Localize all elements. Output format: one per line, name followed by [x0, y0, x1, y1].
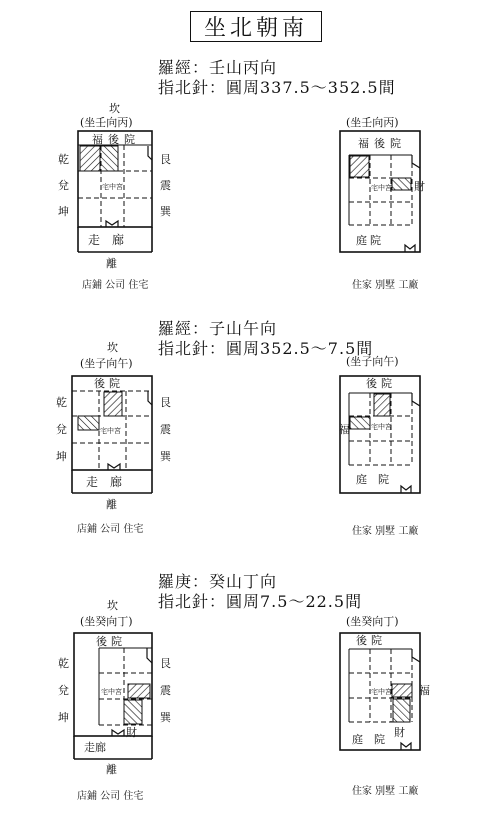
plan-3-left-west-2: 兌: [58, 684, 69, 697]
plan-1-left-east-3: 巽: [160, 205, 171, 218]
plan-1-left-sitting: (坐壬向丙): [80, 116, 133, 129]
plan-2-left-east-2: 震: [160, 423, 171, 436]
plan-1-right-caption: 住家 別墅 工廠: [352, 280, 419, 291]
page-title: 坐北朝南: [190, 11, 322, 42]
plan-3-right-front-yard: 庭 院: [352, 733, 385, 746]
plan-3-right-center: 宅中宮: [371, 688, 392, 696]
plan-2-right-caption: 住家 別墅 工廠: [352, 526, 419, 537]
plan-1-left-top-kan: 坎: [109, 102, 120, 115]
plan-1-right-sitting: (坐壬向丙): [346, 116, 399, 129]
plan-3-left-west-3: 坤: [58, 711, 69, 724]
plan-1-left-east-1: 艮: [160, 153, 171, 166]
plan-3-right-wealth: 財: [394, 726, 405, 739]
luojing-label-1: 羅經：壬山丙向: [158, 58, 278, 77]
plan-2-left-east-3: 巽: [160, 450, 171, 463]
compass-range-1: 指北針：圓周337.5～352.5間: [158, 78, 396, 97]
plan-2-right-center: 宅中宮: [371, 423, 392, 431]
plan-1-left-east-2: 震: [160, 179, 171, 192]
plan-3-left-back-yard: 後院: [96, 635, 126, 648]
plan-3-right-sitting: (坐癸向丁): [346, 615, 399, 628]
plan-3-right-caption: 住家 別墅 工廠: [352, 786, 419, 797]
plan-2-left-back-yard: 後院: [94, 377, 124, 390]
plan-3-right-fortune: 福: [419, 684, 430, 697]
plan-2-left-corridor: 走 廊: [86, 475, 123, 489]
plan-1-right-center: 宅中宮: [371, 184, 392, 192]
plan-1-left-west-1: 乾: [58, 153, 69, 166]
plan-2-left-east-1: 艮: [160, 396, 171, 409]
plan-1-left-west-2: 兌: [58, 179, 69, 192]
luojing-label-2: 羅經：子山午向: [158, 319, 278, 338]
plan-1-right-wealth: 財: [414, 180, 425, 193]
plan-3-right-back-yard: 後院: [356, 634, 386, 647]
plan-2-left-bottom-li: 離: [106, 498, 117, 511]
plan-2-right-sitting: (坐子向午): [346, 355, 399, 368]
plan-3-left-center: 宅中宮: [101, 688, 122, 696]
plan-1-left-bottom-li: 離: [106, 257, 117, 270]
plan-3-left-corridor: 走廊: [84, 741, 106, 754]
plan-2-left-west-2: 兌: [56, 423, 67, 436]
plan-2-left-west-1: 乾: [56, 396, 67, 409]
compass-range-3: 指北針：圓周7.5～22.5間: [158, 592, 363, 611]
compass-range-2: 指北針：圓周352.5～7.5間: [158, 339, 374, 358]
plan-3-left-caption: 店鋪 公司 住宅: [77, 791, 144, 802]
plan-1-left-center: 宅中宮: [102, 183, 123, 191]
plan-2-left-west-3: 坤: [56, 450, 67, 463]
plan-1-right-front-yard: 庭院: [356, 234, 384, 247]
plan-3-left-bottom-li: 離: [106, 763, 117, 776]
plan-2-right-back-yard: 後院: [366, 377, 396, 390]
plan-2-left-sitting: (坐子向午): [80, 357, 133, 370]
plan-2-right-front-yard: 庭 院: [356, 473, 389, 486]
plan-3-left-sitting: (坐癸向丁): [80, 615, 133, 628]
plan-3-left-top-kan: 坎: [107, 599, 118, 612]
plan-3-left-wealth: 財: [126, 726, 137, 739]
plan-3-left-east-2: 震: [160, 684, 171, 697]
plan-3-left-east-3: 巽: [160, 711, 171, 724]
plan-3-left-west-1: 乾: [58, 657, 69, 670]
plan-2-left-caption: 店鋪 公司 住宅: [77, 524, 144, 535]
plan-2-left-center: 宅中宮: [100, 427, 121, 435]
plan-3-left-east-1: 艮: [160, 657, 171, 670]
plan-1-right-back-yard: 福後院: [358, 137, 406, 150]
plan-1-left-west-3: 坤: [58, 205, 69, 218]
plan-1-left-caption: 店鋪 公司 住宅: [82, 280, 149, 291]
plan-1-left-back-yard: 福後院: [92, 133, 140, 146]
plan-1-left-corridor: 走 廊: [88, 233, 125, 247]
plan-2-right-fortune: 福: [339, 423, 350, 436]
luojing-label-3: 羅庚：癸山丁向: [158, 572, 278, 591]
plan-2-left-top-kan: 坎: [107, 341, 118, 354]
